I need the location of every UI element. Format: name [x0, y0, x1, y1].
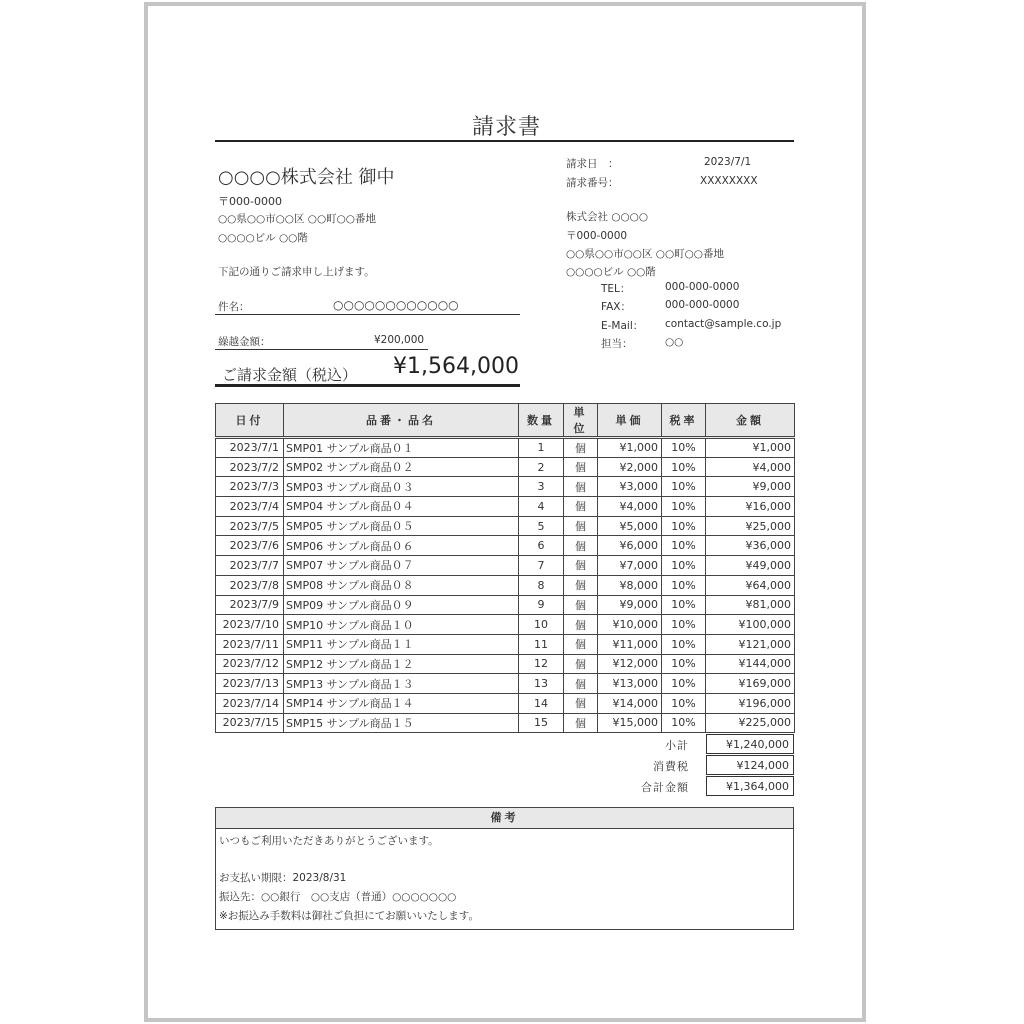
cell-price: ¥15,000 — [598, 713, 662, 733]
grand-total-row — [600, 776, 794, 796]
cell-price: ¥10,000 — [598, 615, 662, 635]
cell-unit: 個 — [564, 674, 598, 694]
client-name: ○○○○株式会社 御中 — [218, 167, 395, 188]
cell-item: SMP06 サンプル商品０６ — [284, 536, 519, 556]
invoice-total-label: ご請求金額（税込） — [222, 366, 358, 384]
cell-unit: 個 — [564, 497, 598, 517]
cell-item: SMP04 サンプル商品０４ — [284, 497, 519, 517]
cell-amount: ¥144,000 — [706, 654, 795, 674]
cell-tax: 10% — [662, 615, 706, 635]
cell-item: SMP03 サンプル商品０３ — [284, 477, 519, 497]
cell-amount: ¥81,000 — [706, 595, 795, 615]
invoice-number-value: XXXXXXXX — [700, 175, 758, 187]
table-row — [216, 674, 795, 694]
cell-unit: 個 — [564, 438, 598, 458]
invoice-date-label: 請求日 ： — [566, 158, 619, 170]
cell-tax: 10% — [662, 595, 706, 615]
cell-unit: 個 — [564, 693, 598, 713]
cell-price: ¥5,000 — [598, 516, 662, 536]
cell-tax: 10% — [662, 634, 706, 654]
cell-date: 2023/7/2 — [216, 457, 284, 477]
cell-tax: 10% — [662, 497, 706, 517]
cell-amount: ¥36,000 — [706, 536, 795, 556]
cell-qty: 13 — [519, 674, 564, 694]
cell-tax: 10% — [662, 477, 706, 497]
issuer-contact-value: ○○ — [665, 336, 684, 348]
invoice-number-label: 請求番号： — [566, 177, 619, 189]
issuer-tel-value: 000-000-0000 — [665, 281, 740, 293]
table-row — [216, 457, 795, 477]
header-qty: 数量 — [519, 404, 564, 438]
greeting-text: 下記の通りご請求申し上げます。 — [218, 266, 375, 278]
table-row — [216, 693, 795, 713]
cell-price: ¥2,000 — [598, 457, 662, 477]
table-row — [216, 654, 795, 674]
invoice-date-value: 2023/7/1 — [704, 156, 752, 168]
tax-label: 消費税 — [653, 760, 689, 773]
cell-date: 2023/7/13 — [216, 674, 284, 694]
subtotal-row — [600, 734, 794, 754]
cell-unit: 個 — [564, 457, 598, 477]
client-address-1: ○○県○○市○○区 ○○町○○番地 — [218, 213, 376, 225]
cell-amount: ¥4,000 — [706, 457, 795, 477]
cell-amount: ¥225,000 — [706, 713, 795, 733]
items-table — [215, 403, 795, 733]
cell-price: ¥6,000 — [598, 536, 662, 556]
invoice-total-underline — [215, 384, 520, 387]
cell-date: 2023/7/5 — [216, 516, 284, 536]
notes-line-2: お支払い期限：2023/8/31 — [219, 872, 347, 884]
cell-unit: 個 — [564, 516, 598, 536]
cell-price: ¥7,000 — [598, 556, 662, 576]
table-row — [216, 575, 795, 595]
header-item: 品番・品名 — [284, 404, 519, 438]
cell-item: SMP12 サンプル商品１２ — [284, 654, 519, 674]
cell-date: 2023/7/8 — [216, 575, 284, 595]
cell-price: ¥1,000 — [598, 438, 662, 458]
cell-date: 2023/7/12 — [216, 654, 284, 674]
cell-tax: 10% — [662, 575, 706, 595]
cell-qty: 14 — [519, 693, 564, 713]
table-row — [216, 516, 795, 536]
header-amount: 金額 — [706, 404, 795, 438]
issuer-fax-label: FAX： — [601, 301, 631, 313]
cell-item: SMP10 サンプル商品１０ — [284, 615, 519, 635]
cell-price: ¥14,000 — [598, 693, 662, 713]
table-row — [216, 536, 795, 556]
table-row — [216, 497, 795, 517]
cell-date: 2023/7/4 — [216, 497, 284, 517]
cell-item: SMP15 サンプル商品１５ — [284, 713, 519, 733]
carryover-label: 繰越金額： — [218, 336, 271, 348]
grand-total-value: ¥1,364,000 — [706, 776, 794, 796]
invoice-total-value: ¥1,564,000 — [393, 354, 519, 379]
carryover-underline — [215, 349, 428, 350]
cell-date: 2023/7/14 — [216, 693, 284, 713]
cell-price: ¥13,000 — [598, 674, 662, 694]
cell-tax: 10% — [662, 536, 706, 556]
cell-qty: 3 — [519, 477, 564, 497]
cell-unit: 個 — [564, 575, 598, 595]
table-row — [216, 438, 795, 458]
cell-item: SMP08 サンプル商品０８ — [284, 575, 519, 595]
issuer-fax-value: 000-000-0000 — [665, 299, 740, 311]
cell-qty: 11 — [519, 634, 564, 654]
cell-tax: 10% — [662, 654, 706, 674]
subtotal-value: ¥1,240,000 — [706, 734, 794, 754]
issuer-email-value[interactable]: contact@sample.co.jp — [665, 318, 782, 330]
issuer-contact-label: 担当： — [601, 338, 633, 350]
cell-amount: ¥16,000 — [706, 497, 795, 517]
table-row — [216, 713, 795, 733]
cell-amount: ¥169,000 — [706, 674, 795, 694]
cell-unit: 個 — [564, 595, 598, 615]
document-title: 請求書 — [472, 115, 542, 140]
issuer-email-label: E-Mail： — [601, 320, 644, 332]
notes-line-4: ※お振込み手数料は御社ご負担にてお願いいたします。 — [219, 910, 479, 922]
subtotal-label: 小計 — [665, 739, 689, 752]
table-row — [216, 595, 795, 615]
cell-amount: ¥25,000 — [706, 516, 795, 536]
cell-amount: ¥196,000 — [706, 693, 795, 713]
cell-date: 2023/7/1 — [216, 438, 284, 458]
cell-date: 2023/7/11 — [216, 634, 284, 654]
cell-price: ¥9,000 — [598, 595, 662, 615]
cell-unit: 個 — [564, 634, 598, 654]
cell-date: 2023/7/7 — [216, 556, 284, 576]
table-row — [216, 556, 795, 576]
cell-qty: 4 — [519, 497, 564, 517]
cell-item: SMP01 サンプル商品０１ — [284, 438, 519, 458]
cell-unit: 個 — [564, 615, 598, 635]
issuer-tel-label: TEL： — [601, 283, 631, 295]
header-unit: 単位 — [564, 404, 598, 438]
tax-value: ¥124,000 — [706, 755, 794, 775]
cell-unit: 個 — [564, 556, 598, 576]
cell-qty: 9 — [519, 595, 564, 615]
cell-amount: ¥64,000 — [706, 575, 795, 595]
notes-line-3: 振込先：○○銀行 ○○支店（普通）○○○○○○○ — [219, 891, 457, 903]
cell-tax: 10% — [662, 693, 706, 713]
cell-qty: 8 — [519, 575, 564, 595]
grand-total-label: 合計金額 — [641, 781, 689, 794]
subject-value: ○○○○○○○○○○○○ — [333, 298, 459, 312]
subject-underline — [215, 314, 520, 315]
title-underline — [215, 140, 794, 142]
cell-unit: 個 — [564, 477, 598, 497]
cell-date: 2023/7/9 — [216, 595, 284, 615]
cell-qty: 1 — [519, 438, 564, 458]
cell-unit: 個 — [564, 713, 598, 733]
header-price: 単価 — [598, 404, 662, 438]
cell-item: SMP02 サンプル商品０２ — [284, 457, 519, 477]
cell-tax: 10% — [662, 556, 706, 576]
tax-row — [600, 755, 794, 775]
cell-price: ¥3,000 — [598, 477, 662, 497]
cell-tax: 10% — [662, 674, 706, 694]
cell-qty: 6 — [519, 536, 564, 556]
cell-amount: ¥121,000 — [706, 634, 795, 654]
cell-price: ¥11,000 — [598, 634, 662, 654]
cell-item: SMP09 サンプル商品０９ — [284, 595, 519, 615]
cell-item: SMP13 サンプル商品１３ — [284, 674, 519, 694]
issuer-company: 株式会社 ○○○○ — [566, 211, 648, 223]
cell-item: SMP05 サンプル商品０５ — [284, 516, 519, 536]
cell-item: SMP07 サンプル商品０７ — [284, 556, 519, 576]
subject-label: 件名： — [218, 301, 250, 313]
cell-qty: 7 — [519, 556, 564, 576]
table-row — [216, 615, 795, 635]
cell-price: ¥8,000 — [598, 575, 662, 595]
cell-amount: ¥100,000 — [706, 615, 795, 635]
cell-tax: 10% — [662, 438, 706, 458]
header-date: 日付 — [216, 404, 284, 438]
cell-tax: 10% — [662, 516, 706, 536]
cell-date: 2023/7/3 — [216, 477, 284, 497]
cell-amount: ¥1,000 — [706, 438, 795, 458]
cell-price: ¥4,000 — [598, 497, 662, 517]
cell-qty: 12 — [519, 654, 564, 674]
cell-item: SMP14 サンプル商品１４ — [284, 693, 519, 713]
cell-item: SMP11 サンプル商品１１ — [284, 634, 519, 654]
table-row — [216, 477, 795, 497]
client-address-2: ○○○○ビル ○○階 — [218, 232, 308, 244]
cell-date: 2023/7/15 — [216, 713, 284, 733]
cell-date: 2023/7/10 — [216, 615, 284, 635]
cell-amount: ¥49,000 — [706, 556, 795, 576]
cell-qty: 15 — [519, 713, 564, 733]
notes-box — [215, 807, 794, 930]
cell-qty: 2 — [519, 457, 564, 477]
cell-qty: 10 — [519, 615, 564, 635]
cell-tax: 10% — [662, 457, 706, 477]
notes-header: 備考 — [216, 808, 793, 829]
carryover-value: ¥200,000 — [374, 334, 425, 346]
cell-unit: 個 — [564, 654, 598, 674]
cell-amount: ¥9,000 — [706, 477, 795, 497]
table-header-row — [216, 404, 795, 438]
cell-unit: 個 — [564, 536, 598, 556]
cell-price: ¥12,000 — [598, 654, 662, 674]
cell-qty: 5 — [519, 516, 564, 536]
notes-line-1: いつもご利用いただきありがとうございます。 — [219, 835, 439, 847]
issuer-address-1: ○○県○○市○○区 ○○町○○番地 — [566, 248, 724, 260]
cell-date: 2023/7/6 — [216, 536, 284, 556]
issuer-address-2: ○○○○ビル ○○階 — [566, 266, 656, 278]
client-postal: 〒000-0000 — [218, 195, 282, 208]
issuer-postal: 〒000-0000 — [566, 230, 628, 242]
cell-tax: 10% — [662, 713, 706, 733]
table-row — [216, 634, 795, 654]
header-tax: 税率 — [662, 404, 706, 438]
